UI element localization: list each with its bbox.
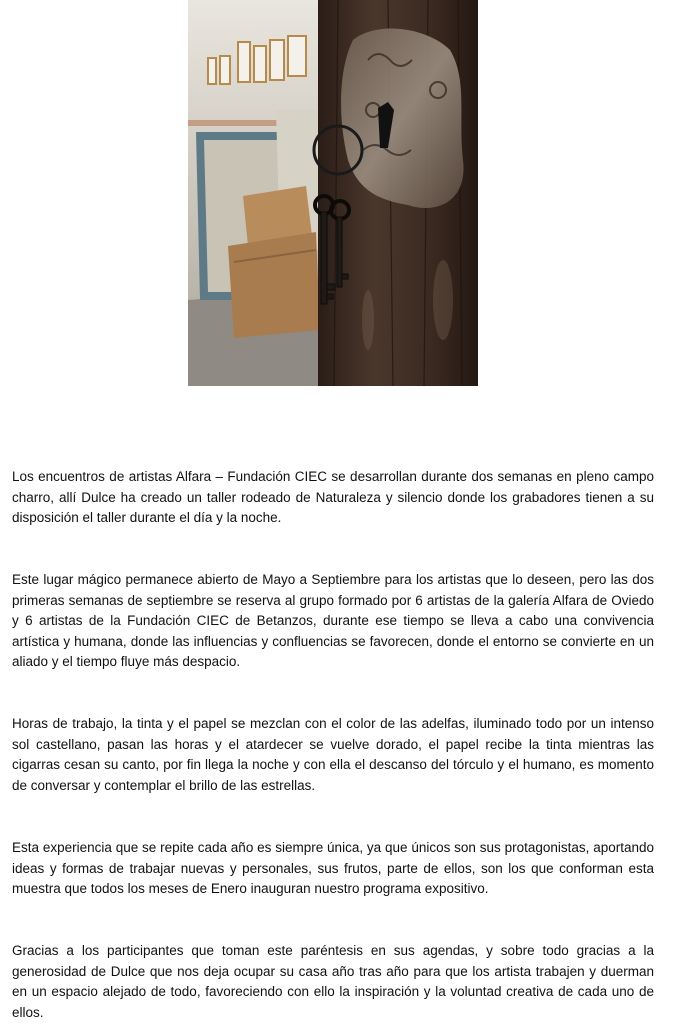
- door-keys-illustration: [188, 0, 478, 386]
- paragraph-experience: Esta experiencia que se repite cada año es siempre única, ya que únicos son sus protagonistas, aportando ideas y formas de trabajar nuevas y personales, sus frutos, parte de ellos, son los que conforman esta muestra que todos los meses de Enero inauguran nuestro programa expositivo.: [12, 840, 654, 897]
- paragraph-intro: Los encuentros de artistas Alfara – Fundación CIEC se desarrollan durante dos semanas en pleno campo charro, allí Dulce ha creado un taller rodeado de Naturaleza y silencio donde los grabadores tienen a su disposición el taller durante el día y la noche.: [12, 469, 654, 526]
- paragraph-work-hours: Horas de trabajo, la tinta y el papel se mezclan con el color de las adelfas, iluminado todo por un intenso sol castellano, pasan las horas y el atardecer se vuelve dorado, el papel recibe la tinta mientras las cigarras cesan su canto, por fin llega la noche y con ella el descanso del tórculo y el humano, es momento de conversar y contemplar el brillo de las estrellas.: [12, 716, 654, 793]
- paragraph-place: Este lugar mágico permanece abierto de Mayo a Septiembre para los artistas que lo deseen, pero las dos primeras semanas de septiembre se reserva al grupo formado por 6 artistas de la galería Alfara de Oviedo y 6 artistas de la Fundación CIEC de Betanzos, durante ese tiempo se lleva a cabo una convivencia artística y humana, donde las influencias y confluencias se favorecen, donde el entorno se convierte en un aliado y el tiempo fluye más despacio.: [12, 572, 654, 670]
- paragraph-thanks: Gracias a los participantes que toman este paréntesis en sus agendas, y sobre todo gracias a la generosidad de Dulce que nos deja ocupar su casa año tras año para que los artista trabajen y duerman en un espacio alejado de todo, favoreciendo con ello la inspiración y la voluntad creativa de cada uno de ellos.: [12, 943, 654, 1020]
- door-keys-photo: [188, 0, 478, 386]
